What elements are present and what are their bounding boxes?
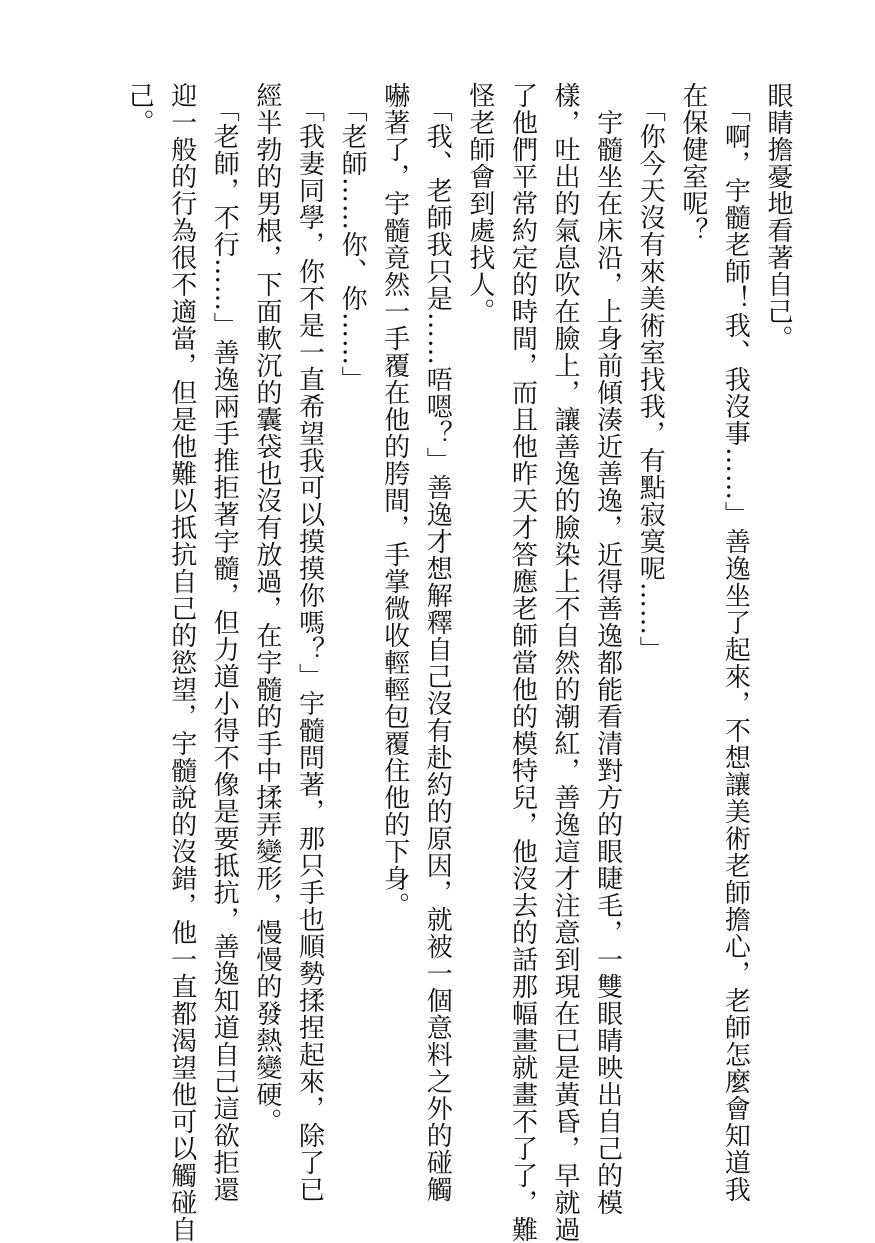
text-column: 嚇著了，宇髓竟然一手覆在他的胯間，手掌微收輕輕包覆住他的下身。 bbox=[379, 82, 410, 919]
vertical-text-body bbox=[64, 82, 799, 1243]
text-column: 「我妻同學，你不是一直希望我可以摸摸你嗎？」宇髓問著，那只手也順勢揉捏起來，除了已 bbox=[294, 82, 325, 1203]
text-column: 樣，吐出的氣息吹在臉上，讓善逸的臉染上不自然的潮紅，善逸這才注意到現在已是黃昏，早就過 bbox=[550, 82, 581, 1243]
text-column: 經半勃的男根，下面軟沉的囊袋也沒有放過，在宇髓的手中揉弄變形，慢慢的發熱變硬。 bbox=[251, 82, 282, 1135]
text-column: 己。 bbox=[124, 82, 155, 136]
text-column: 「老師，不行……」善逸兩手推拒著宇髓，但力道小得不像是要抵抗，善逸知道自己這欲拒還 bbox=[209, 82, 240, 1203]
text-column: 「老師……你、你……」 bbox=[337, 82, 368, 393]
text-column: 怪老師會到處找人。 bbox=[464, 82, 495, 325]
text-column: 眼睛擔憂地看著自己。 bbox=[763, 82, 793, 352]
text-column: 迎一般的行為很不適當，但是他難以抵抗自己的慾望，宇髓說的沒錯，他一直都渴望他可以觸碰自 bbox=[166, 82, 197, 1243]
text-column: 在保健室呢？ bbox=[677, 82, 708, 244]
text-column: 宇髓坐在床沿，上身前傾湊近善逸，近得善逸都能看清對方的眼睫毛，一雙眼睛映出自己的模 bbox=[592, 82, 623, 1216]
text-column: 「啊，宇髓老師！我、我沒事……」善逸坐了起來，不想讓美術老師擔心，老師怎麼會知道我 bbox=[720, 82, 751, 1203]
text-column: 「我、老師我只是……唔嗯？」善逸才想解釋自己沒有赴約的原因，就被一個意料之外的碰觸 bbox=[422, 82, 453, 1203]
text-column: 「你今天沒有來美術室找我，有點寂寞呢……」 bbox=[635, 82, 666, 663]
text-column: 了他們平常約定的時間，而且他昨天才答應老師當他的模特兒，他沒去的話那幅畫就畫不了了，難 bbox=[507, 82, 538, 1243]
